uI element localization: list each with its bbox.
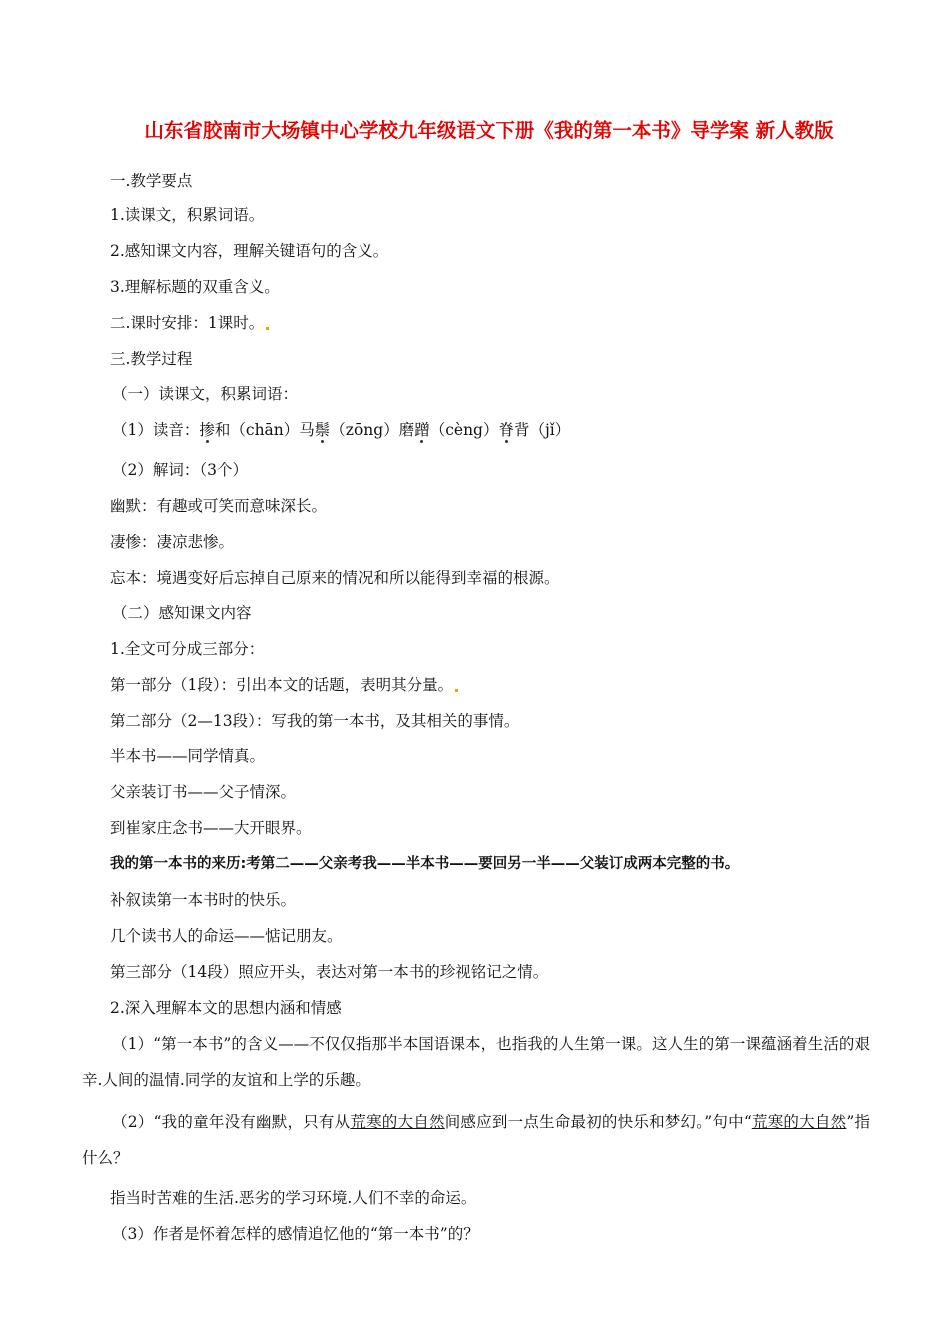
father-line: 父亲装订书——父子情深。 <box>110 783 297 801</box>
part-1: 第一部分（1段）：引出本文的话题，表明其分量。 <box>110 675 458 695</box>
pronunciation-line: （1）读音：掺和（chān）马鬃（zōng）磨蹭（cèng）脊背（jǐ） <box>112 421 571 439</box>
question-1: 1.全文可分成三部分： <box>110 640 265 658</box>
meaning-paragraph-1: （1）“第一本书”的含义——不仅仅指那半本国语课本，也指我的人生第一课。这人生的第一课蕴涵着生活的艰辛.人间的温情.同学的友谊和上学的乐趣。 <box>82 1035 870 1089</box>
book-origin-line: 我的第一本书的来历:考第二——父亲考我——半本书——要回另一半——父装订成两本完整的书。 <box>110 856 740 872</box>
fate-line: 几个读书人的命运——惦记朋友。 <box>110 927 343 945</box>
part-3: 第三部分（14段）照应开头，表达对第一本书的珍视铭记之情。 <box>110 963 549 981</box>
meaning-paragraph-2: （2）“我的童年没有幽默，只有从荒寒的大自然间感应到一点生命最初的快乐和梦幻。”句中“荒寒的大自然”指什么？ <box>82 1113 870 1167</box>
meaning-question-3: （3）作者是怀着怎样的感情追忆他的“第一本书”的？ <box>112 1225 479 1243</box>
document-title: 山东省胶南市大场镇中心学校九年级语文下册《我的第一本书》导学案 新人教版 <box>144 119 834 142</box>
point-1: 1.读课文，积累词语。 <box>110 206 265 224</box>
explain-heading: （2）解词：（3个） <box>112 461 248 479</box>
point-2: 2.感知课文内容，理解关键语句的含义。 <box>110 242 389 260</box>
word-definition-3: 忘本：境遇变好后忘掉自己原来的情况和所以能得到幸福的根源。 <box>110 569 560 587</box>
half-book-line: 半本书——同学情真。 <box>110 747 266 765</box>
supplement-line: 补叙读第一本书时的快乐。 <box>110 891 297 909</box>
section-heading-3: 三.教学过程 <box>110 350 193 368</box>
word-definition-1: 幽默：有趣或可笑而意味深长。 <box>110 497 328 515</box>
question-2: 2.深入理解本文的思想内涵和情感 <box>110 999 342 1017</box>
cui-village-line: 到崔家庄念书——大开眼界。 <box>110 819 312 837</box>
section-heading-1: 一.教学要点 <box>110 172 193 190</box>
part-2: 第二部分（2—13段）：写我的第一本书，及其相关的事情。 <box>110 712 520 730</box>
answer-2: 指当时苦难的生活.恶劣的学习环境.人们不幸的命运。 <box>110 1189 477 1207</box>
point-3: 3.理解标题的双重含义。 <box>110 278 280 296</box>
subheading-1: （一）读课文，积累词语： <box>112 385 299 403</box>
subheading-2: （二）感知课文内容 <box>112 604 252 622</box>
section-heading-2: 二.课时安排：1课时。 <box>110 313 269 333</box>
word-definition-2: 凄惨：凄凉悲惨。 <box>110 533 235 551</box>
